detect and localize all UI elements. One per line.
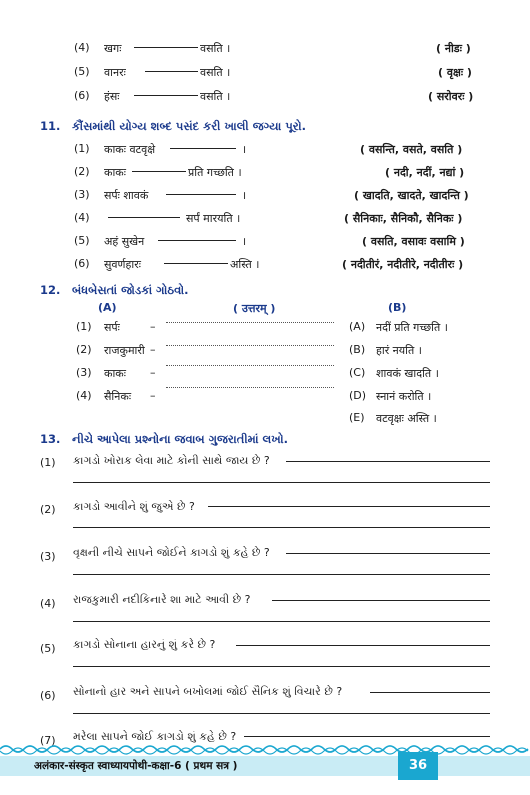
answer-line[interactable]	[73, 574, 490, 575]
answer-line[interactable]	[73, 621, 490, 622]
answer-line[interactable]	[208, 506, 490, 507]
question-item-text: કાગડો સોનાના હારનું શું કરે છે ?	[73, 638, 216, 651]
item-word: वानरः	[104, 66, 126, 79]
item-prefix: सर्पः शावकं	[104, 189, 149, 202]
item-prefix: सुवर्णहारः	[104, 258, 141, 271]
question-item-text: રાજકુમારી નદીકિનારે શા માટે આવી છે ?	[73, 593, 251, 606]
item-prefix: काकः	[104, 166, 126, 179]
item-number: (3)	[74, 188, 90, 201]
answer-line[interactable]	[73, 527, 490, 528]
column-b-heading: (B)	[388, 301, 407, 314]
item-number: (4)	[74, 41, 90, 54]
answer-blank[interactable]	[164, 263, 228, 264]
match-right-text: स्नानं करोति ।	[376, 390, 432, 403]
answer-dotted-line[interactable]	[166, 322, 334, 323]
match-right-text: नदीं प्रति गच्छति ।	[376, 321, 448, 334]
answer-blank[interactable]	[145, 71, 198, 72]
match-right-number: (B)	[349, 343, 366, 356]
question-item-text: મરેલા સાપને જોઈ કાગડો શું કહે છે ?	[73, 730, 237, 743]
item-suffix: ।	[242, 235, 247, 248]
item-number: (6)	[74, 89, 90, 102]
column-a-heading: (A)	[98, 301, 117, 314]
item-suffix: सर्पं मारयति ।	[186, 212, 241, 225]
answer-line[interactable]	[73, 482, 490, 483]
item-suffix: ।	[242, 143, 247, 156]
item-word: खगः	[104, 42, 122, 55]
item-prefix: काकः वटवृक्षे	[104, 143, 156, 156]
question-item-text: કાગડો ખોરાક લેવા માટે કોની સાથે જાય છે ?	[73, 454, 270, 467]
question-item-text: કાગડો આવીને શું જુએ છે ?	[73, 500, 195, 513]
answer-dotted-line[interactable]	[166, 345, 334, 346]
question-number: 13.	[40, 432, 61, 446]
item-suffix: प्रति गच्छति ।	[188, 166, 242, 179]
question-item-number: (2)	[40, 503, 56, 516]
match-right-text: हारं नयति ।	[376, 344, 422, 357]
item-option: ( वसन्ति, वसते, वसति )	[360, 143, 463, 156]
item-tail: वसति ।	[200, 90, 231, 103]
answer-blank[interactable]	[132, 171, 186, 172]
question-title: બંધબેસતાં જોડકાં ગોઠવો.	[72, 283, 189, 297]
item-prefix: अहं सुखेन	[104, 235, 145, 248]
match-right-number: (D)	[349, 389, 367, 402]
item-option: ( सैनिकाः, सैनिकौ, सैनिकः )	[344, 212, 463, 225]
answer-blank[interactable]	[166, 194, 236, 195]
question-number: 12.	[40, 283, 61, 297]
answer-line[interactable]	[236, 645, 490, 646]
match-right-text: वटवृक्षः अस्ति ।	[376, 412, 437, 425]
question-item-number: (7)	[40, 734, 56, 747]
item-tail: वसति ।	[200, 42, 231, 55]
question-item-number: (6)	[40, 689, 56, 702]
match-dash: –	[150, 389, 156, 402]
answer-line[interactable]	[370, 692, 490, 693]
match-right-text: शावकं खादति ।	[376, 367, 439, 380]
question-item-number: (4)	[40, 597, 56, 610]
question-item-number: (5)	[40, 642, 56, 655]
match-left-number: (1)	[76, 320, 92, 333]
question-item-number: (3)	[40, 550, 56, 563]
match-right-number: (C)	[349, 366, 366, 379]
page-number: 36	[398, 752, 438, 780]
answer-line[interactable]	[73, 666, 490, 667]
item-number: (6)	[74, 257, 90, 270]
item-number: (5)	[74, 65, 90, 78]
answer-dotted-line[interactable]	[166, 365, 334, 366]
item-word: हंसः	[104, 90, 120, 103]
answer-blank[interactable]	[170, 148, 236, 149]
match-left-text: सैनिकः	[104, 390, 132, 403]
answer-line[interactable]	[286, 461, 490, 462]
answer-line[interactable]	[272, 600, 490, 601]
wave-border-icon	[0, 742, 530, 756]
match-left-number: (4)	[76, 389, 92, 402]
match-right-number: (E)	[349, 411, 365, 424]
match-dash: –	[150, 343, 156, 356]
answer-blank[interactable]	[134, 95, 198, 96]
match-dash: –	[150, 366, 156, 379]
question-item-number: (1)	[40, 456, 56, 469]
match-left-text: काकः	[104, 367, 126, 380]
item-tail: वसति ।	[200, 66, 231, 79]
answer-blank[interactable]	[108, 217, 180, 218]
item-number: (1)	[74, 142, 90, 155]
item-number: (5)	[74, 234, 90, 247]
match-left-number: (2)	[76, 343, 92, 356]
question-title: નીચે આપેલા પ્રશ્નોના જવાબ ગુજરાતીમાં લખો.	[72, 432, 288, 446]
match-left-number: (3)	[76, 366, 92, 379]
answer-line[interactable]	[286, 553, 490, 554]
item-option: ( नदी, नदीं, नद्यां )	[385, 166, 465, 179]
item-option: ( नदीतीरं, नदीतीरे, नदीतीरः )	[342, 258, 464, 271]
match-dash: –	[150, 320, 156, 333]
item-option: ( सरोवरः )	[428, 90, 474, 103]
answer-line[interactable]	[244, 736, 490, 737]
answer-line[interactable]	[73, 713, 490, 714]
match-left-text: राजकुमारी	[104, 344, 145, 357]
answer-dotted-line[interactable]	[166, 387, 334, 388]
item-option: ( वसति, वसावः वसामि )	[362, 235, 465, 248]
footer-title: अलंकार-संस्कृत स्वाध्यायपोथी-कक्षा-6 ( प्रथम सत्र )	[34, 760, 238, 772]
match-right-number: (A)	[349, 320, 366, 333]
item-number: (4)	[74, 211, 90, 224]
item-option: ( नीडः )	[436, 42, 471, 55]
answer-blank[interactable]	[158, 240, 236, 241]
item-suffix: ।	[242, 189, 247, 202]
answer-blank[interactable]	[134, 47, 198, 48]
match-left-text: सर्पः	[104, 321, 120, 334]
question-item-text: વૃક્ષની નીચે સાપને જોઈને કાગડો શું કહે છે ?	[73, 546, 270, 559]
item-number: (2)	[74, 165, 90, 178]
question-number: 11.	[40, 119, 61, 133]
item-option: ( वृक्षः )	[438, 66, 472, 79]
item-option: ( खादति, खादते, खादन्ति )	[354, 189, 469, 202]
item-suffix: अस्ति ।	[230, 258, 260, 271]
answer-column-heading: ( उत्तरम् )	[233, 302, 276, 315]
question-title: કૌંસમાંથી યોગ્ય શબ્દ પસંદ કરી ખાલી જગ્યા પૂરો.	[72, 119, 306, 133]
question-item-text: સોનાનો હાર અને સાપને બખોલમાં જોઈ સૈનિક શું વિચારે છે ?	[73, 685, 343, 698]
